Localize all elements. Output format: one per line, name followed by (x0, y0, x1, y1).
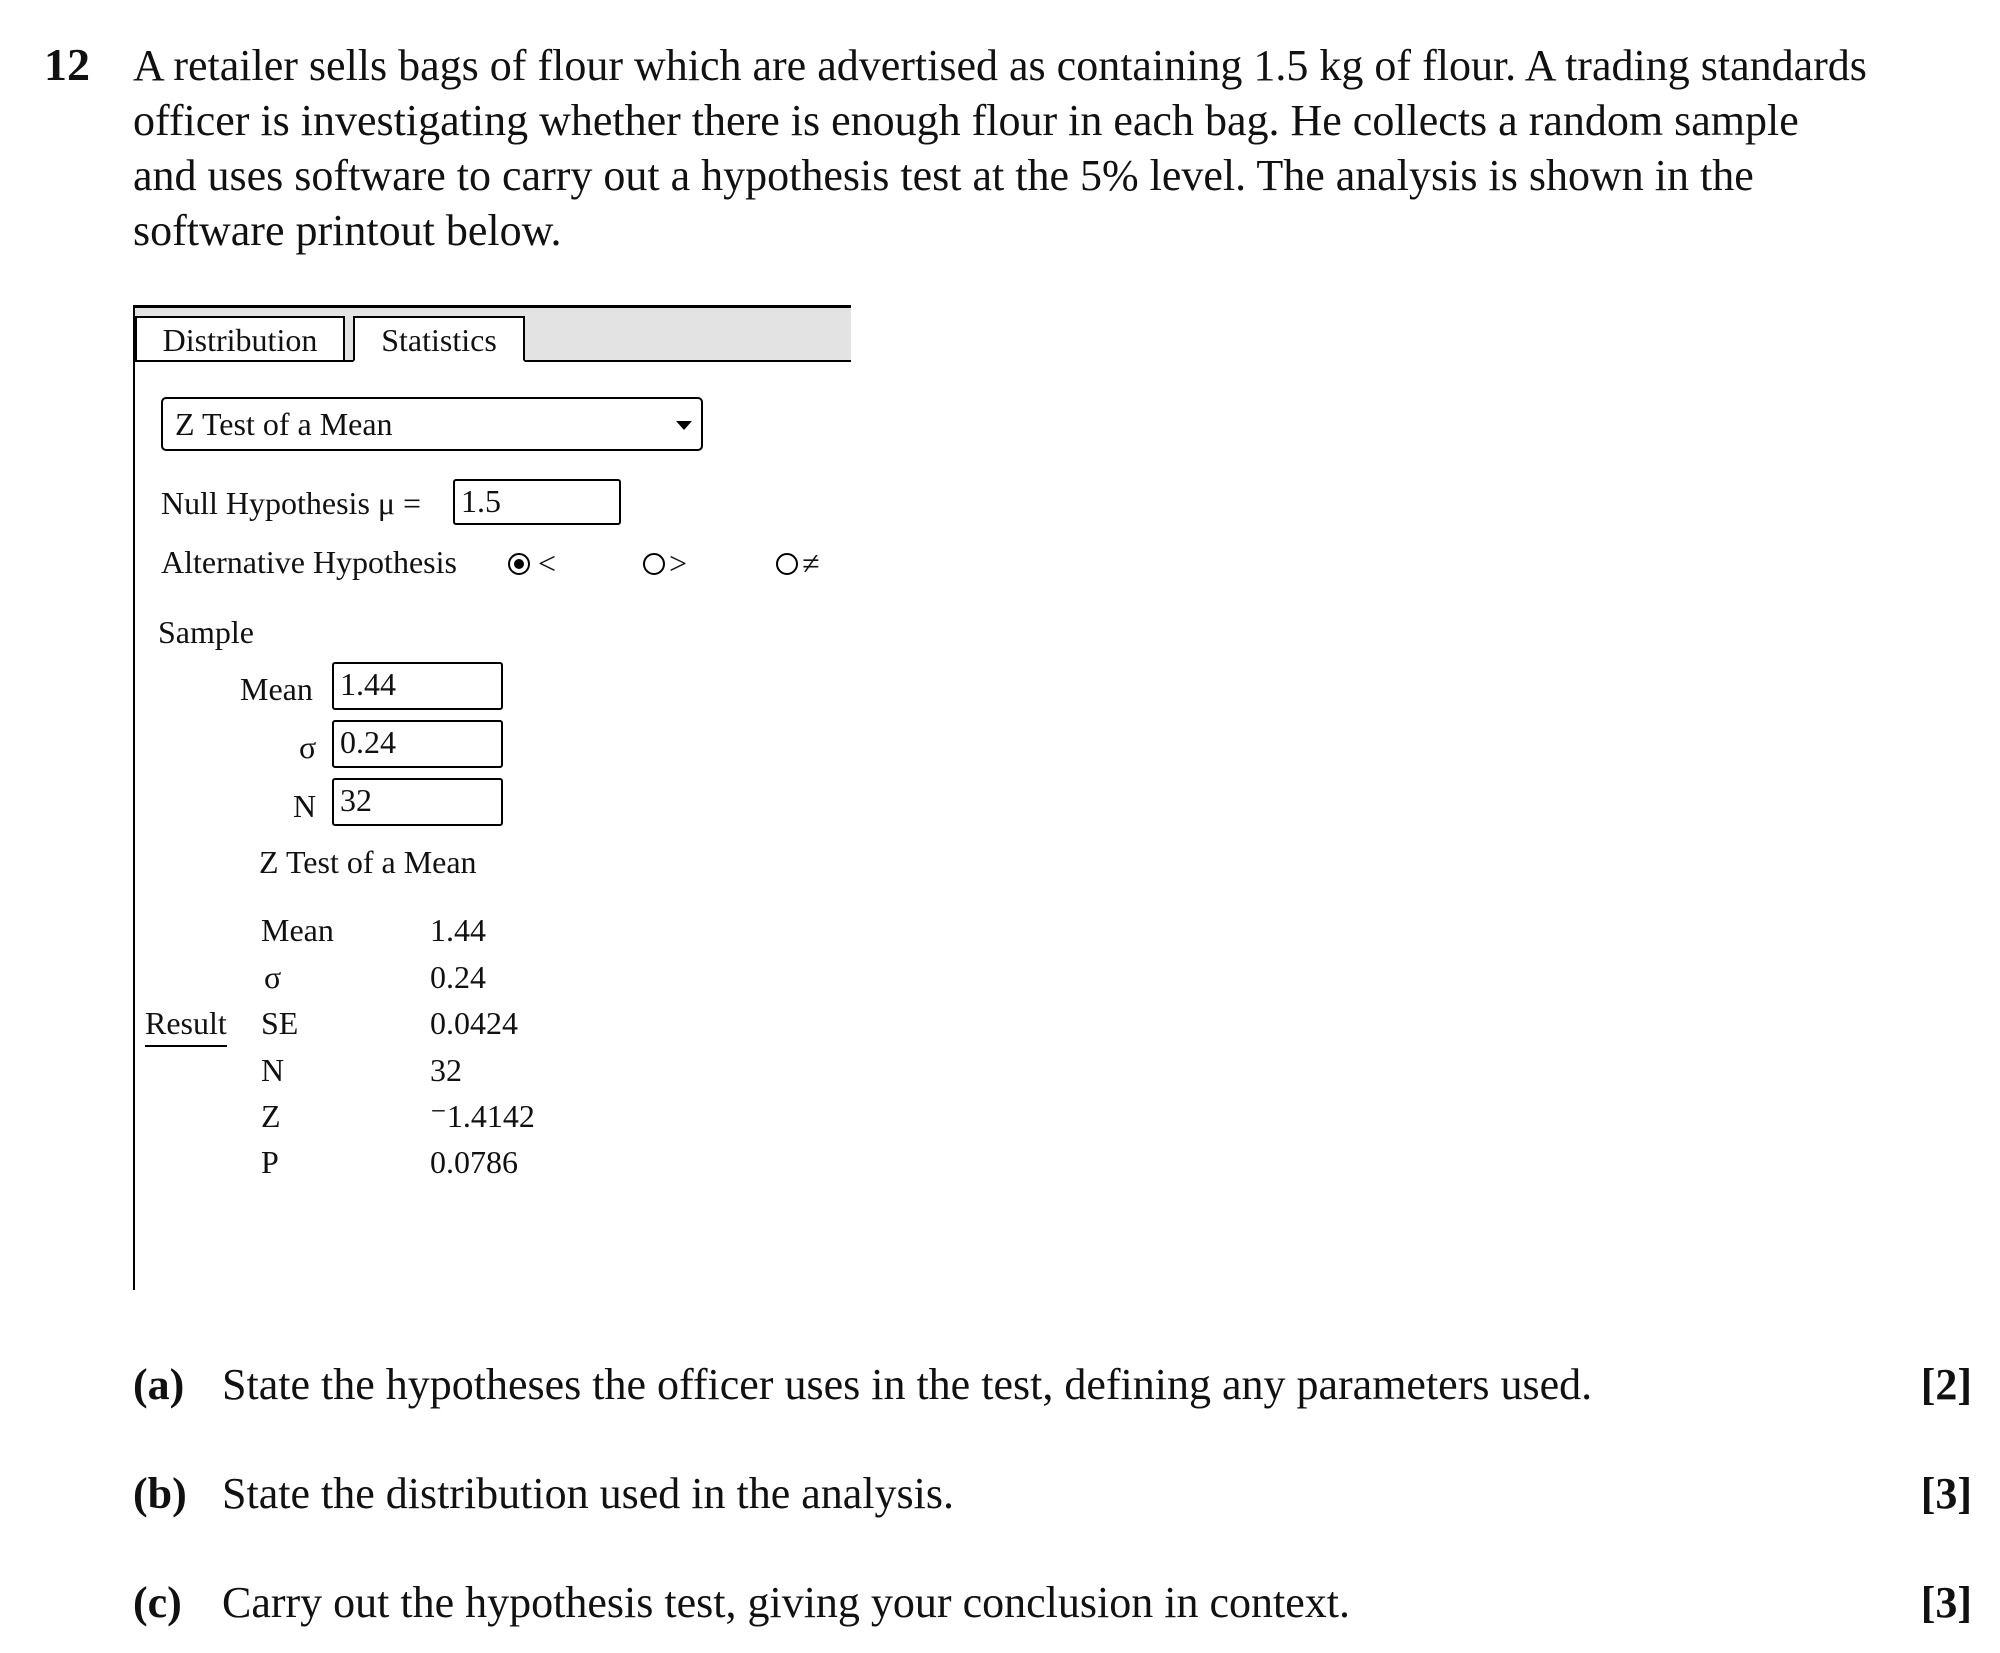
panel-left-border (133, 308, 135, 1290)
question-number: 12 (44, 39, 90, 90)
result-row-value: 32 (430, 1052, 462, 1088)
sample-n-input[interactable]: 32 (332, 778, 503, 826)
part-b-marks: [3] (1920, 1469, 1972, 1518)
result-label: Result (145, 1003, 227, 1047)
alternative-hypothesis-label: Alternative Hypothesis (161, 544, 457, 580)
radio-greater-than[interactable] (643, 553, 665, 575)
radio-not-equal[interactable] (776, 553, 798, 575)
part-c-letter: (c) (133, 1578, 182, 1627)
part-a-text: State the hypotheses the officer uses in the test, defining any parameters used. (222, 1360, 1593, 1409)
sample-sigma-label: σ (299, 729, 317, 765)
result-row-value: 1.44 (430, 912, 486, 948)
tab-statistics[interactable]: Statistics (353, 316, 525, 362)
sample-mean-input[interactable]: 1.44 (332, 662, 503, 710)
radio-greater-than-label: > (669, 545, 688, 581)
part-a-letter: (a) (133, 1360, 185, 1409)
null-hypothesis-label: Null Hypothesis μ = (161, 485, 422, 521)
result-row-name: P (261, 1144, 279, 1180)
sample-mean-label: Mean (240, 671, 313, 707)
result-row-value: 0.0424 (430, 1005, 518, 1041)
sample-heading: Sample (158, 614, 254, 650)
result-row-name: N (261, 1052, 285, 1088)
radio-less-than-label: < (538, 545, 557, 581)
result-row-name: σ (264, 959, 282, 995)
tab-distribution[interactable]: Distribution (135, 316, 345, 360)
stem-line: A retailer sells bags of flour which are advertised as containing 1.5 kg of flour. A trading standards (133, 41, 1867, 90)
null-hypothesis-input[interactable]: 1.5 (453, 479, 621, 525)
result-title: Z Test of a Mean (259, 844, 477, 880)
test-type-select[interactable]: Z Test of a Mean (161, 397, 703, 451)
result-row-name: Z (261, 1098, 281, 1134)
radio-less-than[interactable] (508, 553, 530, 575)
stem-line: officer is investigating whether there is enough flour in each bag. He collects a random sample (133, 96, 1799, 145)
stem-line: software printout below. (133, 206, 562, 255)
result-row-value: 0.0786 (430, 1144, 518, 1180)
result-row-name: Mean (261, 912, 334, 948)
chevron-down-icon[interactable] (676, 421, 692, 430)
result-row-value: ⁻1.4142 (430, 1098, 535, 1134)
stem-line: and uses software to carry out a hypothesis test at the 5% level. The analysis is shown in the (133, 151, 1754, 200)
part-c-text: Carry out the hypothesis test, giving your conclusion in context. (222, 1578, 1350, 1627)
part-a-marks: [2] (1920, 1360, 1972, 1409)
part-b-text: State the distribution used in the analysis. (222, 1469, 955, 1518)
result-row-value: 0.24 (430, 959, 486, 995)
result-row-name: SE (261, 1005, 299, 1041)
part-b-letter: (b) (133, 1469, 187, 1518)
sample-n-label: N (293, 788, 317, 824)
question-stem (133, 38, 1973, 258)
part-c-marks: [3] (1920, 1578, 1972, 1627)
sample-sigma-input[interactable]: 0.24 (332, 720, 503, 768)
radio-not-equal-label: ≠ (802, 545, 820, 581)
